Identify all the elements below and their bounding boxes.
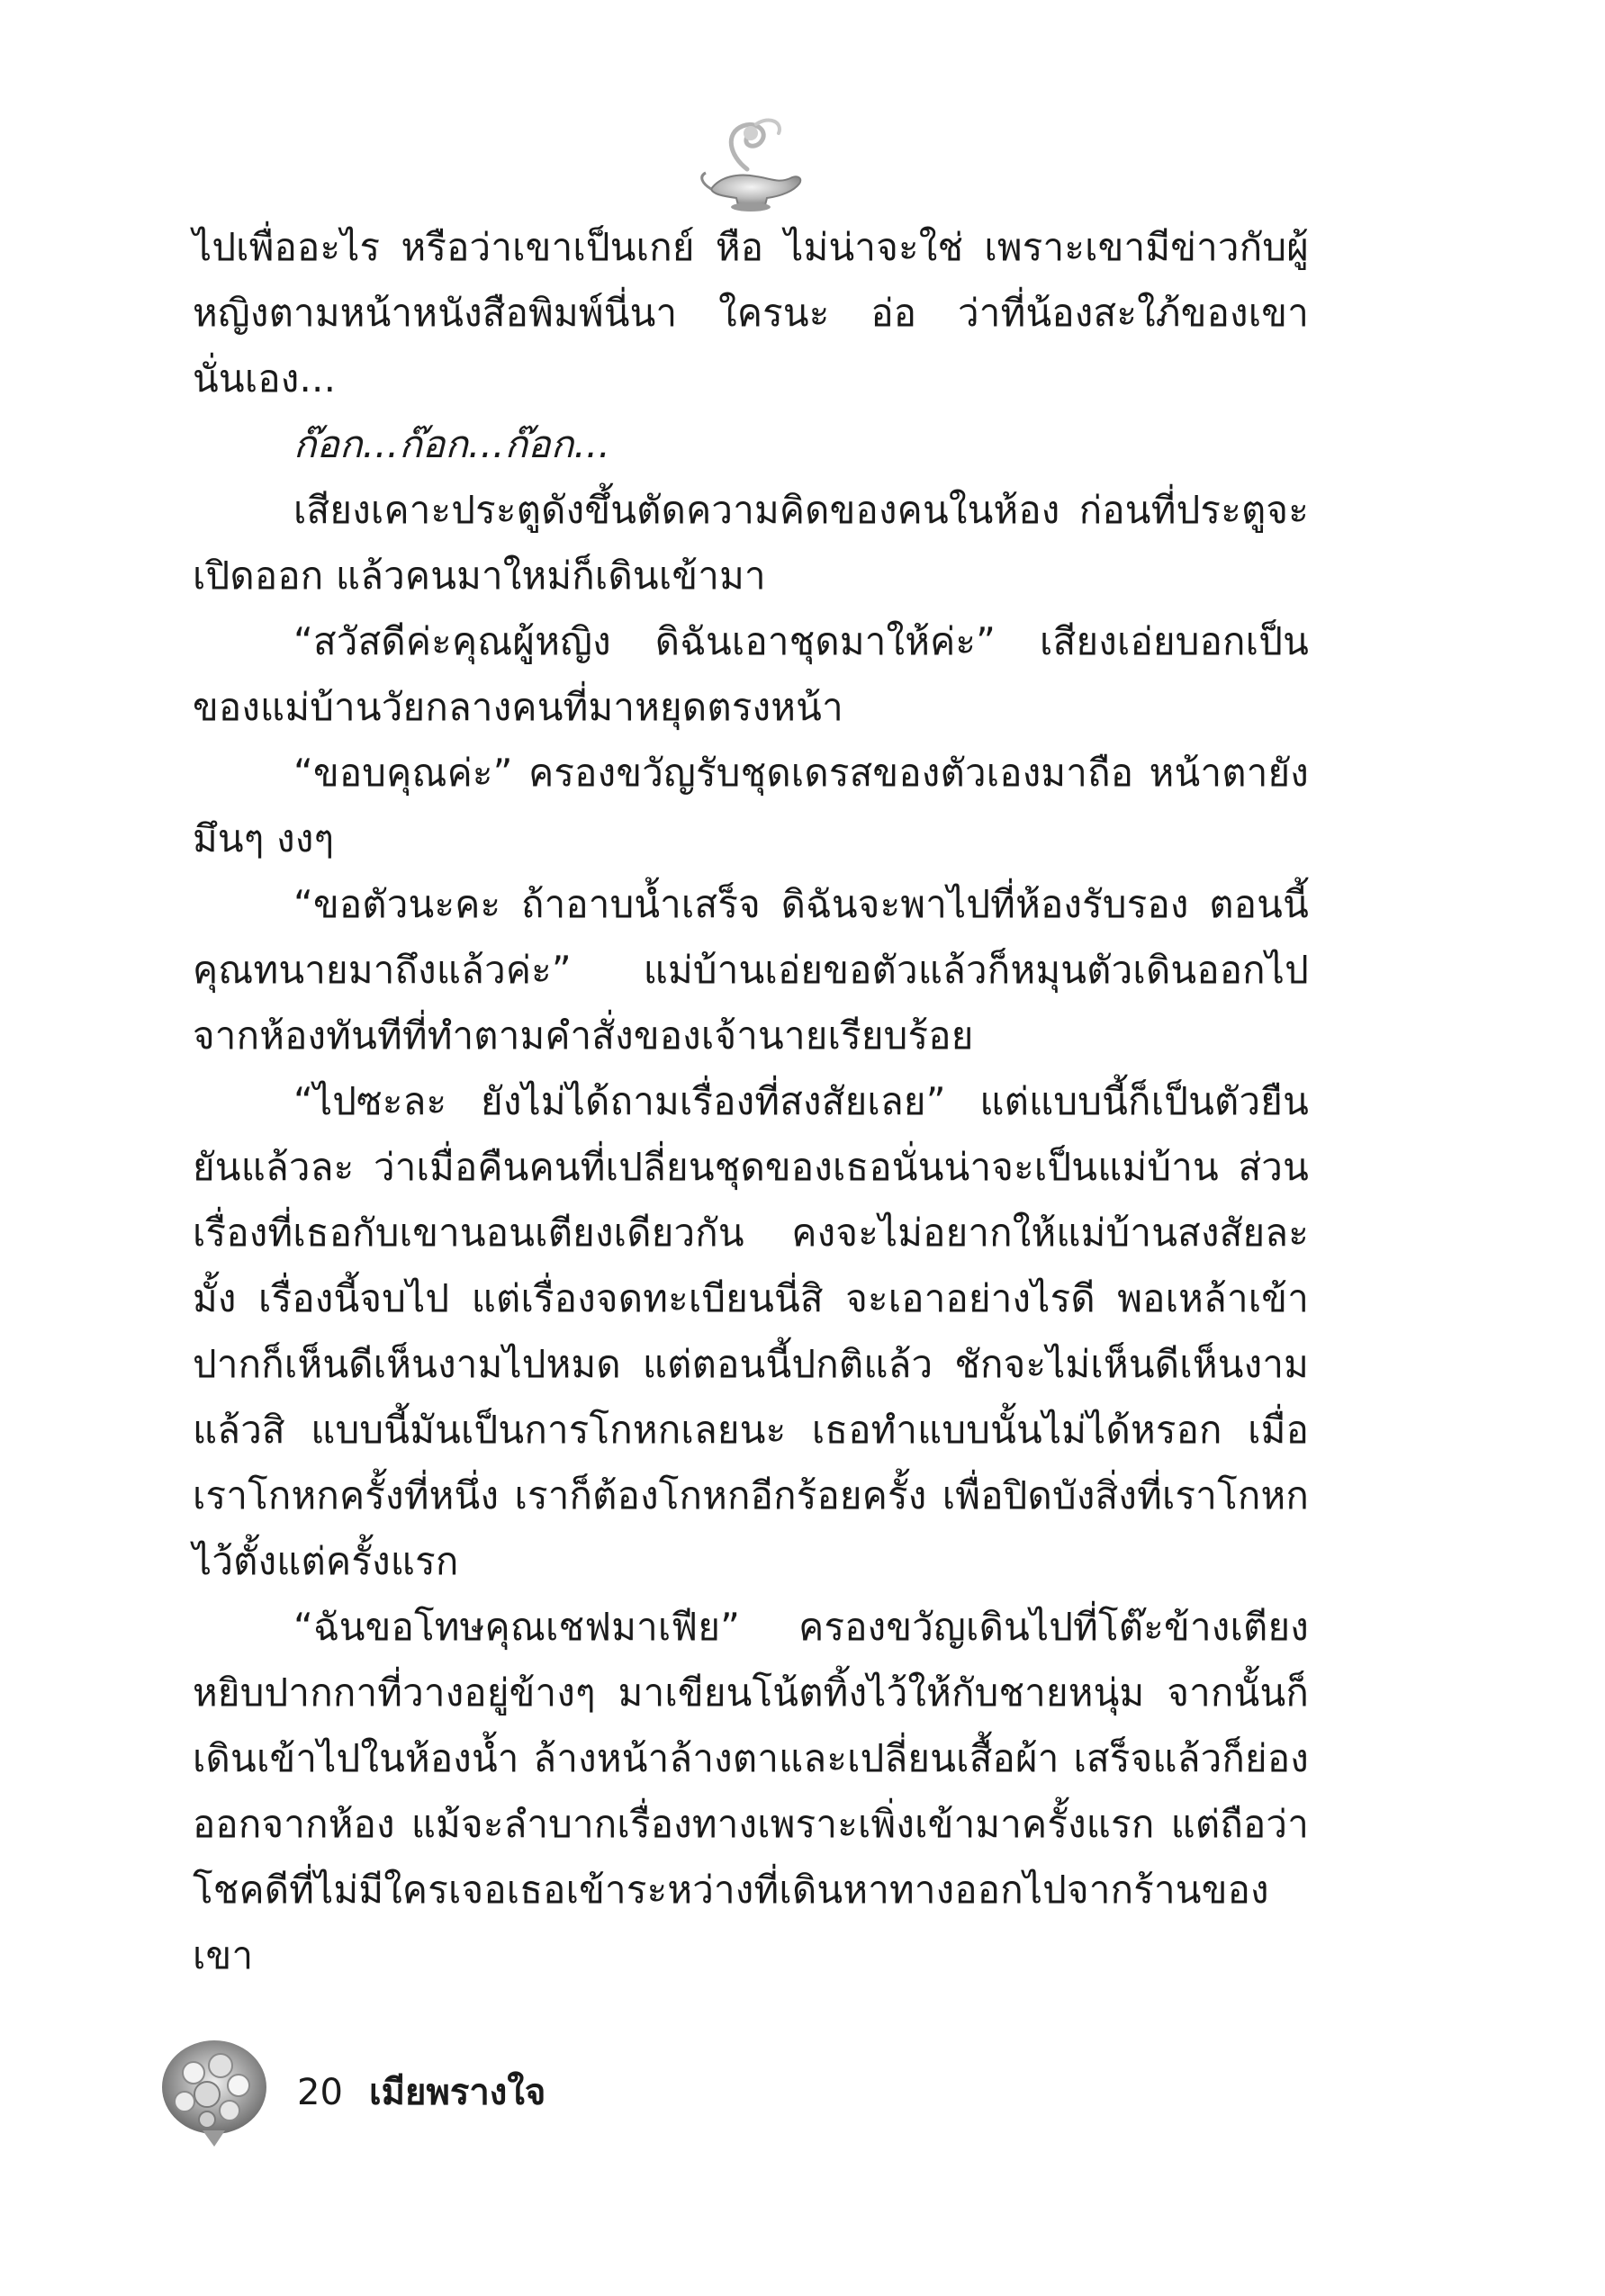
paragraph-knocking: ก๊อก...ก๊อก...ก๊อก... — [293, 422, 611, 466]
page-number: 20 — [297, 2072, 343, 2113]
page-footer — [153, 2030, 783, 2156]
genie-lamp-icon — [693, 106, 810, 223]
paragraph: “ฉันขอโทษคุณเชฟมาเฟีย” ครองขวัญเดินไปที่โต๊ะข้างเตียง หยิบปากกาที่วางอยู่ข้างๆ มาเขียนโน้ตทิ้งไว้ให้กับชายหนุ่ม จากนั้นก็เดินเข้าไปในห้องน้ำ ล้างหน้าล้างตาและเปลี่ยนเสื้อผ้า เสร็จแล้วก็ย่องออกจากห้อง แม้จะลำบากเรื่องทางเพราะเพิ่งเข้ามาครั้งแรก แต่ถือว่าโชคดีที่ไม่มีใครเจอเธอเข้าระหว่างที่เดินหาทางออกไปจากร้านของเขา — [193, 1605, 1309, 1977]
story-text — [193, 214, 1309, 1988]
paragraph: “ขอตัวนะคะ ถ้าอาบน้ำเสร็จ ดิฉันจะพาไปที่ห้องรับรอง ตอนนี้คุณทนายมาถึงแล้วค่ะ” แม่บ้านเอ่ยขอตัวแล้วก็หมุนตัวเดินออกไปจากห้องทันทีที่ทำตามคำสั่งของเจ้านายเรียบร้อย — [193, 882, 1309, 1058]
paragraph: เสียงเคาะประตูดังขึ้นตัดความคิดของคนในห้อง ก่อนที่ประตูจะเปิดออก แล้วคนมาใหม่ก็เดินเข้ามา — [193, 488, 1309, 598]
flower-bouquet-icon — [153, 2030, 275, 2151]
paragraph: “สวัสดีค่ะคุณผู้หญิง ดิฉันเอาชุดมาให้ค่ะ” เสียงเอ่ยบอกเป็นของแม่บ้านวัยกลางคนที่มาหยุดตรงหน้า — [193, 619, 1309, 729]
paragraph: “ขอบคุณค่ะ” ครองขวัญรับชุดเดรสของตัวเองมาถือ หน้าตายังมึนๆ งงๆ — [193, 751, 1309, 860]
book-title: เมียพรางใจ — [369, 2072, 546, 2113]
paragraph: “ไปซะละ ยังไม่ได้ถามเรื่องที่สงสัยเลย” แต่แบบนี้ก็เป็นตัวยืนยันแล้วละ ว่าเมื่อคืนคนที่เปลี่ยนชุดของเธอนั่นน่าจะเป็นแม่บ้าน ส่วนเรื่องที่เธอกับเขานอนเตียงเดียวกัน คงจะไม่อยากให้แม่บ้านสงสัยละมั้ง เรื่องนี้จบไป แต่เรื่องจดทะเบียนนี่สิ จะเอาอย่างไรดี พอเหล้าเข้าปากก็เห็นดีเห็นงามไปหมด แต่ตอนนี้ปกติแล้ว ชักจะไม่เห็นดีเห็นงามแล้วสิ แบบนี้มันเป็นการโกหกเลยนะ เธอทำแบบนั้นไม่ได้หรอก เมื่อเราโกหกครั้งที่หนึ่ง เราก็ต้องโกหกอีกร้อยครั้ง เพื่อปิดบังสิ่งที่เราโกหกไว้ตั้งแต่ครั้งแรก — [193, 1079, 1309, 1583]
paragraph: ไปเพื่ออะไร หรือว่าเขาเป็นเกย์ หือ ไม่น่าจะใช่ เพราะเขามีข่าวกับผู้หญิงตามหน้าหนังสือพิมพ์นี่นา ใครนะ อ่อ ว่าที่น้องสะใภ้ของเขานั่นเอง... — [193, 225, 1309, 401]
